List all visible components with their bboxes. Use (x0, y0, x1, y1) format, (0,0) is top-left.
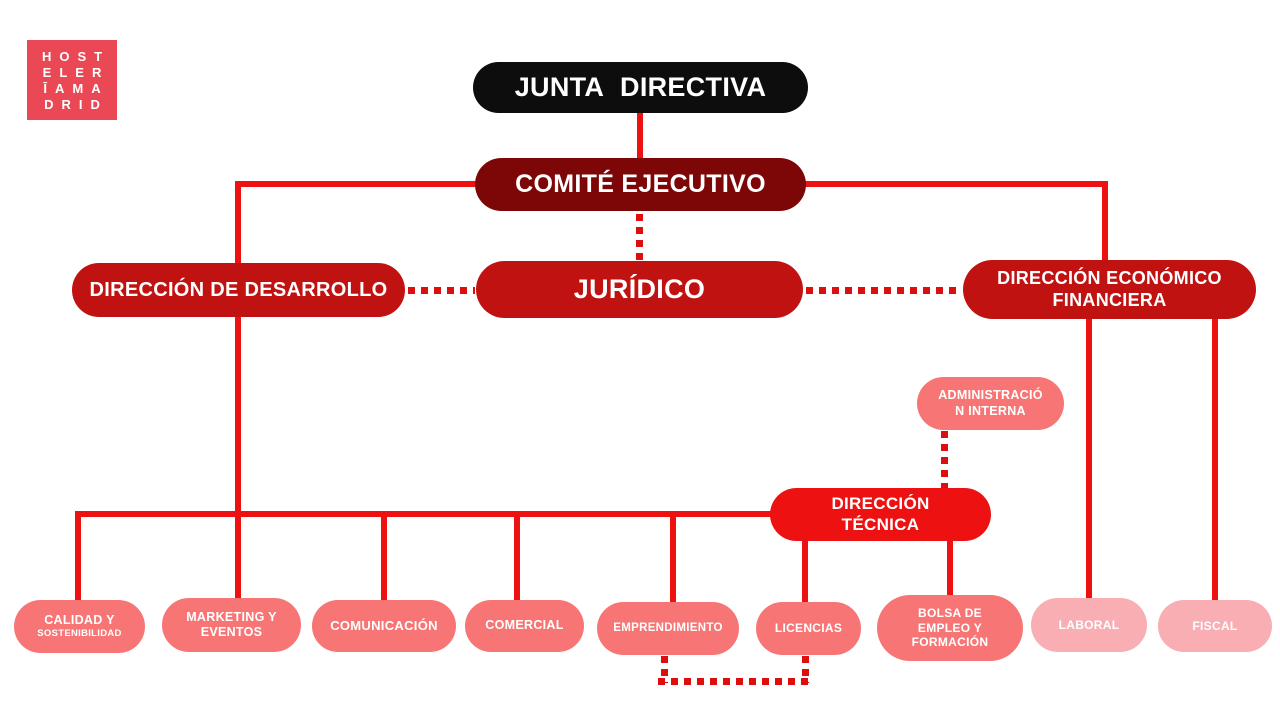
connector-drop-comercial (514, 511, 520, 602)
node-laboral-label: LABORAL (1058, 617, 1120, 632)
logo-row: DRID (44, 96, 108, 112)
node-bolsa-line2: EMPLEO Y (917, 620, 983, 635)
dotted-admin-tecnica (941, 431, 948, 488)
connector-rail (75, 511, 793, 517)
node-emprendimiento-label: EMPRENDIMIENTO (613, 622, 723, 635)
dotted-juridico-economico (806, 287, 961, 294)
connector-drop-bolsa (947, 538, 953, 598)
node-bolsa-empleo-formacion (877, 595, 1023, 661)
node-calidad-line1: CALIDAD Y (44, 613, 115, 628)
connector-down-desarrollo (235, 181, 241, 265)
node-calidad-line2: SOSTENIBILIDAD (37, 628, 122, 640)
node-comite-ejecutivo (475, 158, 806, 211)
node-licencias-label: LICENCIAS (774, 621, 843, 636)
node-licencias (756, 602, 861, 655)
node-tecnica-line1: DIRECCIÓN (831, 493, 930, 513)
connector-drop-comunicacion (381, 511, 387, 602)
node-direccion-economico-financiera (963, 260, 1256, 319)
node-comunicacion (312, 600, 456, 652)
node-economico-line2: FINANCIERA (1052, 289, 1167, 310)
node-tecnica-line2: TÉCNICA (841, 514, 920, 534)
dotted-comite-juridico (636, 214, 643, 260)
node-junta-directiva-label: JUNTA DIRECTIVA (514, 72, 767, 103)
node-emprendimiento (597, 602, 739, 655)
connector-junta-comite (637, 110, 643, 160)
node-bolsa-line1: BOLSA DE (918, 606, 982, 621)
logo-row: HOST (41, 48, 111, 64)
node-junta-directiva (473, 62, 808, 113)
connector-comite-right (801, 181, 1108, 187)
node-comite-ejecutivo-label: COMITÉ EJECUTIVO (515, 170, 766, 199)
dotted-desarrollo-juridico (408, 287, 475, 294)
node-administracion-interna (917, 377, 1064, 430)
node-bolsa-line3: FORMACIÓN (911, 635, 989, 650)
connector-desarrollo-rail (235, 315, 241, 602)
node-juridico (476, 261, 803, 318)
node-admin-line2: N INTERNA (955, 403, 1026, 418)
logo-row: ĪAMA (43, 80, 109, 96)
node-direccion-tecnica (770, 488, 991, 541)
node-juridico-label: JURÍDICO (573, 274, 706, 305)
node-marketing-line1: MARKETING Y (186, 609, 277, 624)
node-comercial (465, 600, 584, 652)
logo-row: ELER (42, 64, 110, 80)
node-direccion-desarrollo-label: DIRECCIÓN DE DESARROLLO (89, 278, 388, 301)
node-economico-line1: DIRECCIÓN ECONÓMICO (997, 267, 1222, 288)
node-direccion-desarrollo (72, 263, 405, 317)
node-laboral (1031, 598, 1147, 652)
hosteleria-madrid-logo (27, 40, 117, 120)
connector-down-economico (1102, 181, 1108, 262)
node-fiscal (1158, 600, 1272, 652)
node-comunicacion-label: COMUNICACIÓN (330, 618, 438, 634)
connector-drop-fiscal (1212, 317, 1218, 602)
connector-comite-left (235, 181, 480, 187)
dotted-emprendimiento-licencias (658, 678, 813, 685)
node-marketing-line2: EVENTOS (200, 625, 263, 639)
node-calidad-sostenibilidad (14, 600, 145, 653)
node-comercial-label: COMERCIAL (485, 618, 564, 633)
connector-drop-calidad (75, 511, 81, 602)
node-fiscal-label: FISCAL (1192, 618, 1238, 633)
connector-drop-emprendimiento (670, 511, 676, 604)
node-admin-line1: ADMINISTRACIÓ (938, 388, 1043, 403)
connector-drop-laboral (1086, 317, 1092, 600)
node-marketing-eventos (162, 598, 301, 652)
connector-drop-licencias (802, 538, 808, 604)
